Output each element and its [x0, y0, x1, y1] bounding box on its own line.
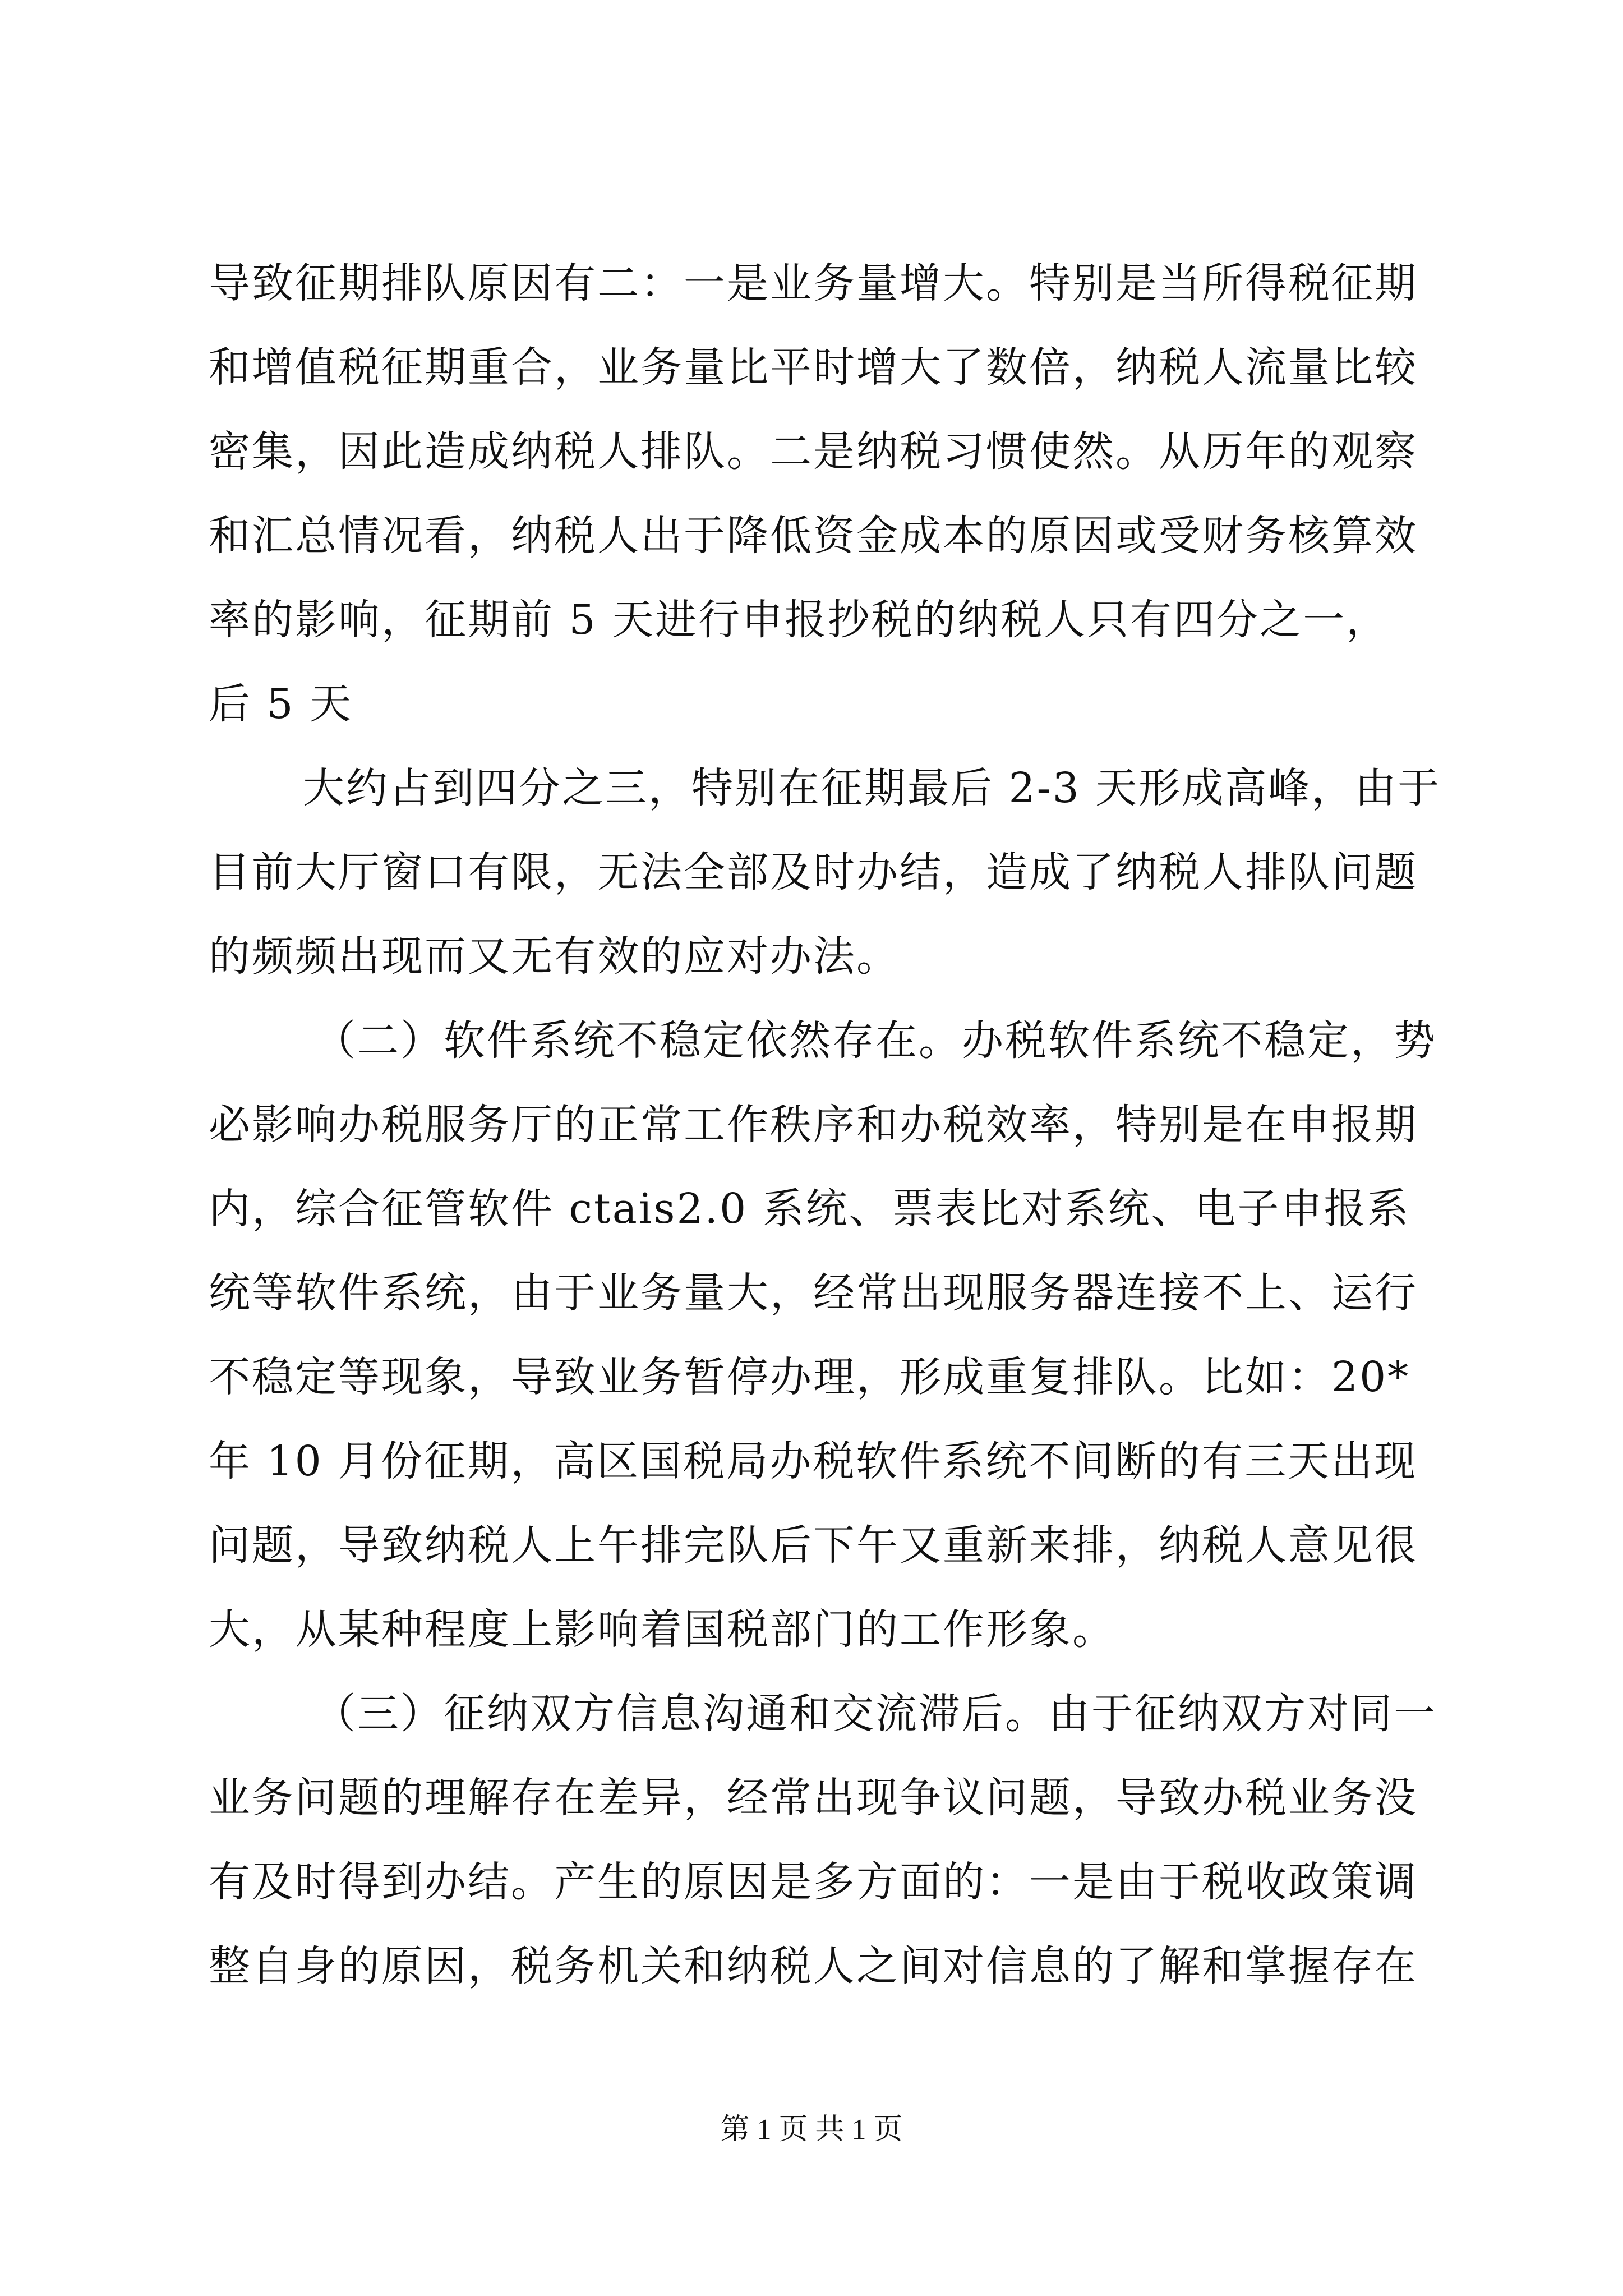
text-line: 密集，因此造成纳税人排队。二是纳税习惯使然。从历年的观察 — [209, 427, 1418, 476]
section-heading-line: （三）征纳双方信息沟通和交流滞后。由于征纳双方对同一 — [314, 1690, 1437, 1738]
text-line: 内，综合征管软件 ctais2.0 系统、票表比对系统、电子申报系 — [209, 1185, 1410, 1233]
text-line: 不稳定等现象，导致业务暂停办理，形成重复排队。比如：20* — [209, 1353, 1410, 1401]
text-line: 有及时得到办结。产生的原因是多方面的：一是由于税收政策调 — [209, 1858, 1418, 1906]
text-line: 和汇总情况看，纳税人出于降低资金成本的原因或受财务核算效 — [209, 512, 1418, 560]
text-line: 目前大厅窗口有限，无法全部及时办结，造成了纳税人排队问题 — [209, 848, 1418, 896]
text-line: 必影响办税服务厅的正常工作秩序和办税效率，特别是在申报期 — [209, 1101, 1418, 1149]
text-line: 和增值税征期重合，业务量比平时增大了数倍，纳税人流量比较 — [209, 343, 1418, 392]
text-line: 整自身的原因，税务机关和纳税人之间对信息的了解和掌握存在 — [209, 1942, 1418, 1990]
text-line: 年 10 月份征期，高区国税局办税软件系统不间断的有三天出现 — [209, 1437, 1418, 1485]
text-line: 大，从某种程度上影响着国税部门的工作形象。 — [209, 1605, 1115, 1654]
text-line: 率的影响，征期前 5 天进行申报抄税的纳税人只有四分之一， — [209, 596, 1390, 644]
text-line: 后 5 天 — [209, 680, 353, 728]
text-line: 大约占到四分之三，特别在征期最后 2-3 天形成高峰，由于 — [303, 764, 1441, 812]
text-line: 问题，导致纳税人上午排完队后下午又重新来排，纳税人意见很 — [209, 1521, 1418, 1570]
section-heading-line: （二）软件系统不稳定依然存在。办税软件系统不稳定，势 — [314, 1016, 1437, 1065]
page-number-footer: 第 1 页 共 1 页 — [720, 2114, 903, 2146]
text-line: 业务问题的理解存在差异，经常出现争议问题，导致办税业务没 — [209, 1774, 1418, 1822]
text-line: 的频频出现而又无有效的应对办法。 — [209, 932, 900, 981]
text-line: 导致征期排队原因有二：一是业务量增大。特别是当所得税征期 — [209, 259, 1418, 307]
text-line: 统等软件系统，由于业务量大，经常出现服务器连接不上、运行 — [209, 1269, 1418, 1317]
